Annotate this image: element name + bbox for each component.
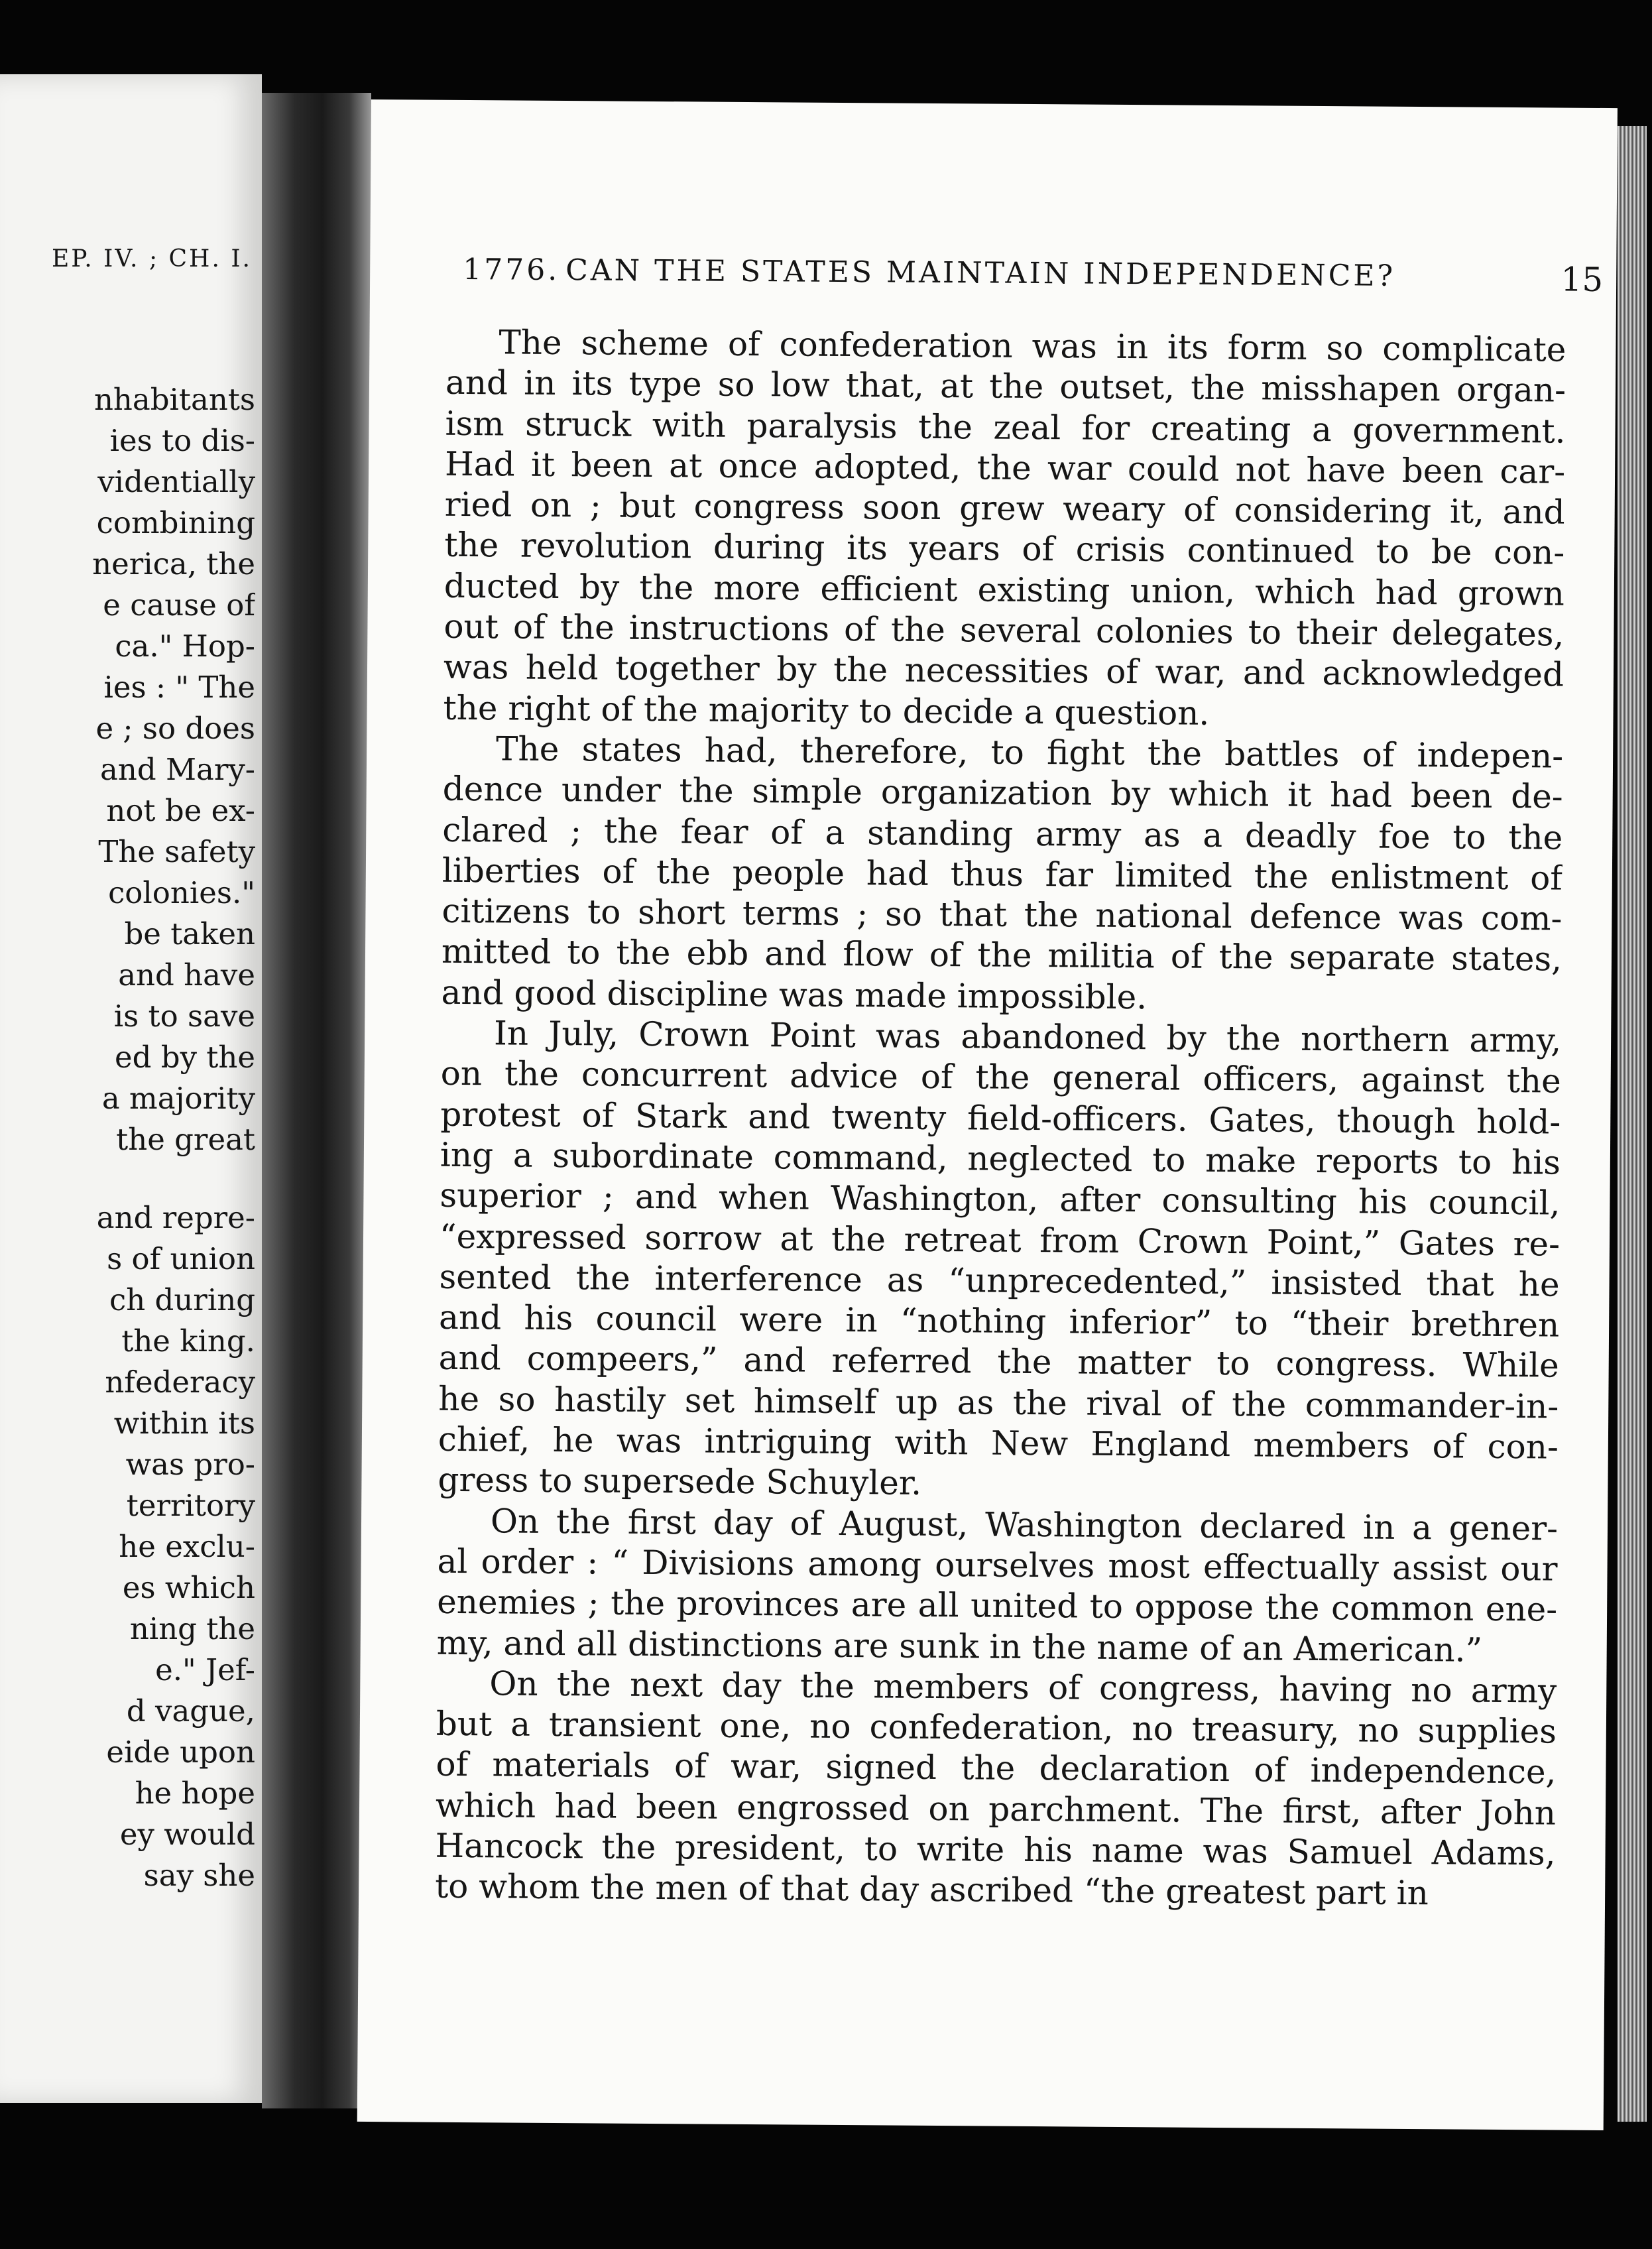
text-line: The scheme of confederation was in its form so complicate xyxy=(499,323,1566,369)
left-text-line: be taken xyxy=(124,916,255,951)
text-line: was held together by the necessities of war, and acknowledged xyxy=(443,648,1564,694)
text-line: gress to supersede Schuyler. xyxy=(438,1461,922,1503)
text-line: and compeers,” and referred the matter to congress. While xyxy=(438,1339,1559,1385)
text-line: to whom the men of that day ascribed “the greatest part in xyxy=(434,1867,1429,1913)
left-text-line: ies to dis- xyxy=(109,423,255,458)
text-line: enemies ; the provinces are all united to oppose the common ene- xyxy=(436,1582,1558,1629)
book-gutter xyxy=(262,93,371,2108)
text-line: dence under the simple organization by which it had been de- xyxy=(442,770,1563,816)
left-text-line: nerica, the xyxy=(92,546,255,581)
left-text-line: videntially xyxy=(97,464,255,499)
left-text-line: not be ex- xyxy=(106,793,255,828)
text-line: “expressed sorrow at the retreat from Crown Point,” Gates re- xyxy=(439,1217,1561,1264)
text-line: and good discipline was made impossible. xyxy=(441,973,1148,1016)
left-text-line: within its xyxy=(113,1406,255,1441)
left-text-line: is to save xyxy=(113,999,255,1034)
text-line: and in its type so low that, at the outset, the misshapen organ- xyxy=(445,363,1566,410)
text-line: The states had, therefore, to fight the battles of indepen- xyxy=(495,729,1564,776)
text-line: of materials of war, signed the declaration of independence, xyxy=(436,1745,1557,1792)
text-line: on the concurrent advice of the general officers, against the xyxy=(440,1054,1561,1101)
text-line: chief, he was intriguing with New England members of con- xyxy=(438,1420,1559,1467)
left-running-head: EP. IV. ; CH. I. xyxy=(52,245,252,273)
book-page xyxy=(357,99,1618,2130)
left-text-line: d vague, xyxy=(126,1693,255,1729)
left-text-line: territory xyxy=(126,1488,255,1523)
text-line: protest of Stark and twenty field-officers. Gates, though hold- xyxy=(440,1095,1561,1142)
left-text-line: combining xyxy=(96,505,255,540)
text-line: he so hastily set himself up as the rival of the commander-in- xyxy=(438,1379,1559,1426)
text-line: ing a subordinate command, neglected to make reports to his xyxy=(440,1135,1561,1182)
text-line: my, and all distinctions are sunk in the name of an American.” xyxy=(436,1623,1483,1670)
left-text-line: he hope xyxy=(135,1776,255,1811)
text-line: out of the instructions of the several colonies to their delegates, xyxy=(443,607,1564,654)
left-text-line: and Mary- xyxy=(100,752,255,787)
page-body xyxy=(435,322,1566,1915)
paragraph xyxy=(443,322,1566,737)
text-line: citizens to short terms ; so that the national defence was com- xyxy=(442,891,1563,938)
left-text-line: ca." Hop- xyxy=(115,629,255,664)
left-text-line: a majority xyxy=(101,1081,255,1116)
left-text-line: the great xyxy=(116,1122,255,1157)
text-line: sented the interference as “unprecedented,” insisted that he xyxy=(439,1257,1560,1304)
previous-page xyxy=(0,74,262,2103)
text-line: ried on ; but congress soon grew weary of considering it, and xyxy=(444,485,1565,532)
page-number: 15 xyxy=(1561,260,1604,299)
paragraph xyxy=(438,1013,1561,1508)
left-page-text xyxy=(0,379,255,1896)
text-line: al order : “ Divisions among ourselves most effectually assist our xyxy=(437,1542,1558,1589)
left-text-line: e cause of xyxy=(103,587,255,623)
left-text-line: e." Jef- xyxy=(155,1652,255,1687)
text-line: ducted by the more efficient existing union, which had grown xyxy=(443,566,1565,613)
left-text-line: he exclu- xyxy=(119,1529,255,1564)
left-text-line: ies : " The xyxy=(103,670,255,705)
left-text-line: ed by the xyxy=(115,1040,255,1075)
text-line: ism struck with paralysis the zeal for creating a government. xyxy=(445,404,1566,451)
left-text-line: The safety xyxy=(98,834,255,869)
text-line: On the first day of August, Washington declared in a gener- xyxy=(490,1501,1559,1548)
text-line: On the next day the members of congress, having no army xyxy=(489,1664,1557,1711)
left-text-line: eide upon xyxy=(106,1734,255,1770)
left-text-line xyxy=(0,1160,255,1197)
running-head xyxy=(463,253,1603,307)
paragraph xyxy=(441,729,1563,1021)
left-text-line: es which xyxy=(122,1570,255,1605)
text-line: which had been engrossed on parchment. The first, after John xyxy=(435,1786,1557,1833)
left-text-line: nhabitants xyxy=(93,382,255,417)
running-head-title: CAN THE STATES MAINTAIN INDEPENDENCE? xyxy=(565,253,1396,293)
left-text-line: and repre- xyxy=(96,1200,255,1235)
text-line: and his council were in “nothing inferior” to “their brethren xyxy=(438,1298,1560,1345)
text-line: clared ; the fear of a standing army as a deadly foe to the xyxy=(442,810,1563,857)
left-text-line: ch during xyxy=(109,1282,255,1317)
left-text-line: say she xyxy=(143,1858,255,1893)
text-line: but a transient one, no confederation, no treasury, no supplies xyxy=(436,1704,1557,1751)
left-text-line: ning the xyxy=(129,1611,255,1646)
text-line: the revolution during its years of crisis continued to be con- xyxy=(444,526,1565,573)
text-line: Hancock the president, to write his name was Samuel Adams, xyxy=(435,1826,1556,1873)
left-text-line: the king. xyxy=(121,1323,255,1359)
text-line: mitted to the ebb and flow of the militia of the separate states, xyxy=(441,932,1563,979)
page-edges xyxy=(1618,126,1647,2122)
text-line: Had it been at once adopted, the war could not have been car- xyxy=(444,444,1566,491)
text-line: In July, Crown Point was abandoned by the northern army, xyxy=(493,1014,1562,1060)
left-text-line: colonies." xyxy=(108,875,255,910)
paragraph xyxy=(435,1664,1557,1915)
paragraph xyxy=(437,1500,1559,1671)
running-head-year: 1776. xyxy=(463,252,560,287)
left-text-line: nfederacy xyxy=(105,1365,255,1400)
text-line: the right of the majority to decide a question. xyxy=(443,688,1210,733)
left-text-line: ey would xyxy=(119,1817,255,1852)
left-text-line: was pro- xyxy=(125,1447,255,1482)
text-line: superior ; and when Washington, after consulting his council, xyxy=(440,1176,1561,1223)
left-text-line: and have xyxy=(118,957,255,993)
left-text-line: e ; so does xyxy=(95,711,255,746)
left-text-line: s of union xyxy=(107,1241,255,1276)
text-line: liberties of the people had thus far limited the enlistment of xyxy=(442,851,1563,898)
